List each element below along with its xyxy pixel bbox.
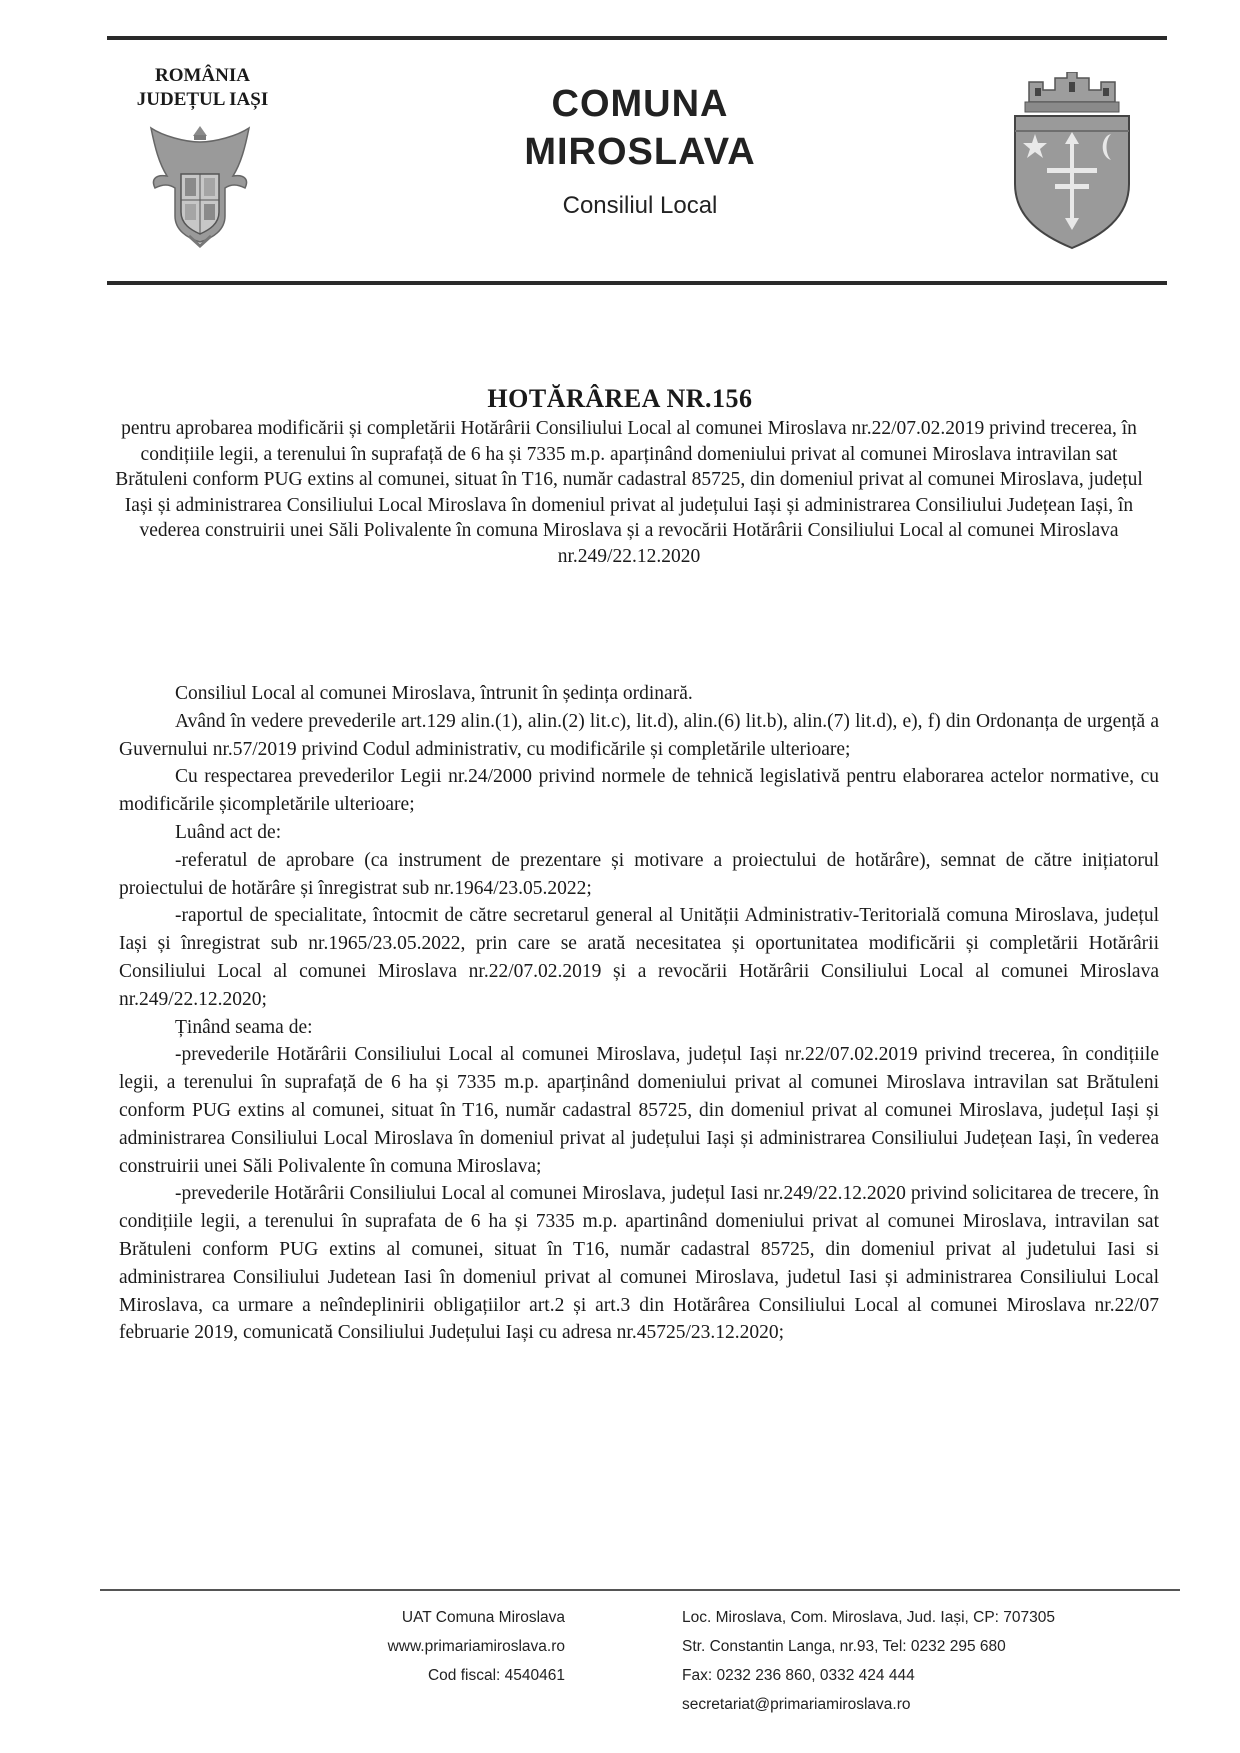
- decision-title: HOTĂRÂREA NR.156: [487, 384, 753, 413]
- footer-rule: [100, 1589, 1180, 1591]
- decision-body: [119, 680, 1159, 1347]
- footer-address-1: Loc. Miroslava, Com. Miroslava, Jud. Iași, CP: 707305: [682, 1609, 1056, 1626]
- romania-coat-of-arms-icon: [145, 118, 255, 248]
- paragraph-decision-249: -prevederile Hotărârii Consiliului Local al comunei Miroslava, județul Iasi nr.249/22.12.2020 privind solicitarea de trecere, în condițiile legii, a terenului în suprafata de 6 ha și 7335 m.p. apartinând domeniului privat al comunei Miroslava, intravilan sat Brătuleni conform PUG extins al comunei, situat în T16, număr cadastral 85725, din domeniul privat al judetului Iasi si administrarea Consiliului Judetean Iasi în domeniul privat al comunei Miroslava, judetul Iasi și administrarea Consiliului Local Miroslava, ca urmare a neîndeplinirii obligațiilor art.2 și art.3 din Hotărârea Consiliului Local al comunei Miroslava nr.22/07 februarie 2019, comunicată Consiliului Județului Iași cu adresa nr.45725/23.12.2020;: [119, 1183, 1159, 1344]
- paragraph-council: Consiliul Local al comunei Miroslava, întrunit în ședința ordinară.: [175, 683, 693, 704]
- paragraph-specialty-report: -raportul de specialitate, întocmit de către secretarul general al Unității Administrativ-Teritorială comuna Miroslava, județul Iași și înregistrat sub nr.1965/23.05.2022, prin care se arată necesitatea și oportunitatea modificării și completării Hotărârii Consiliului Local al comunei Miroslava nr.22/07.02.2019 și a revocării Hotărârii Consiliului Local al comunei Miroslava nr.249/22.12.2020;: [119, 905, 1159, 1010]
- paragraph-legal-basis: Având în vedere prevederile art.129 alin.(1), alin.(2) lit.c), lit.d), alin.(6) lit.b), alin.(7) lit.d), e), f) din Ordonanța de urgență a Guvernului nr.57/2019 privind Codul administrativ, cu modificările și completările ulterioare;: [119, 710, 1159, 760]
- council-name: Consiliul Local: [562, 192, 718, 219]
- county-name: JUDEȚUL IAȘI: [136, 89, 269, 110]
- header-top-rule: [107, 36, 1167, 40]
- footer-website: www.primariamiroslava.ro: [387, 1638, 565, 1655]
- commune-name: [440, 80, 840, 176]
- footer-uat: UAT Comuna Miroslava: [401, 1609, 565, 1626]
- paragraph-decision-22: -prevederile Hotărârii Consiliului Local al comunei Miroslava, județul Iași nr.22/07.02.2019 privind trecerea, în condițiile legii, a terenului în suprafață de 6 ha și 7335 m.p. aparținând domeniului privat al comunei Miroslava intravilan sat Brătuleni conform PUG extins al comunei, situat în T16, număr cadastral 85725, din domeniul privat al comunei Miroslava, județul Iași și administrarea Consiliului Local Miroslava în domeniul privat al județului Iași și administrarea Consiliului Județean Iași, în vederea construirii unei Săli Polivalente în comuna Miroslava;: [119, 1044, 1159, 1177]
- footer-fax: Fax: 0232 236 860, 0332 424 444: [682, 1667, 915, 1684]
- commune-title: MIROSLAVA: [524, 131, 756, 173]
- miroslava-coat-of-arms-icon: [1007, 72, 1137, 252]
- country-heading: [115, 64, 290, 112]
- country-name: ROMÂNIA: [155, 65, 250, 86]
- decision-subtitle: pentru aprobarea modificării și completării Hotărârii Consiliului Local al comunei Miroslava nr.22/07.02.2019 privind trecerea, în condițiile legii, a terenului în suprafață de 6 ha și 7335 m.p. aparținând domeniului privat al comunei Miroslava intravilan sat Brătuleni conform PUG extins al comunei, situat în T16, număr cadastral 85725, din domeniul privat al comunei Miroslava, județul Iași și administrarea Consiliului Local Miroslava în domeniul privat al județului Iași și administrarea Consiliului Județean Iași, în vederea construirii unei Săli Polivalente în comuna Miroslava și a revocării Hotărârii Consiliului Local al comunei Miroslava nr.249/22.12.2020: [115, 418, 1143, 567]
- paragraph-legislative-norms: Cu respectarea prevederilor Legii nr.24/2000 privind normele de tehnică legislativă pentru elaborarea actelor normative, cu modificările șicompletările ulterioare;: [119, 766, 1159, 816]
- footer-left: [300, 1603, 565, 1690]
- paragraph-considering: Ținând seama de:: [175, 1016, 313, 1038]
- paragraph-taking-note: Luând act de:: [175, 821, 282, 843]
- footer-right: [682, 1603, 1182, 1719]
- footer-fiscal-code: Cod fiscal: 4540461: [427, 1667, 565, 1684]
- footer-address-2: Str. Constantin Langa, nr.93, Tel: 0232 295 680: [682, 1638, 1006, 1655]
- footer-email: secretariat@primariamiroslava.ro: [682, 1696, 911, 1713]
- commune-label: COMUNA: [551, 83, 729, 125]
- header-bottom-rule: [107, 281, 1167, 285]
- paragraph-approval-report: -referatul de aprobare (ca instrument de prezentare și motivare a proiectului de hotărâre), semnat de către inițiatorul proiectului de hotărâre și înregistrat sub nr.1964/23.05.2022;: [119, 849, 1159, 899]
